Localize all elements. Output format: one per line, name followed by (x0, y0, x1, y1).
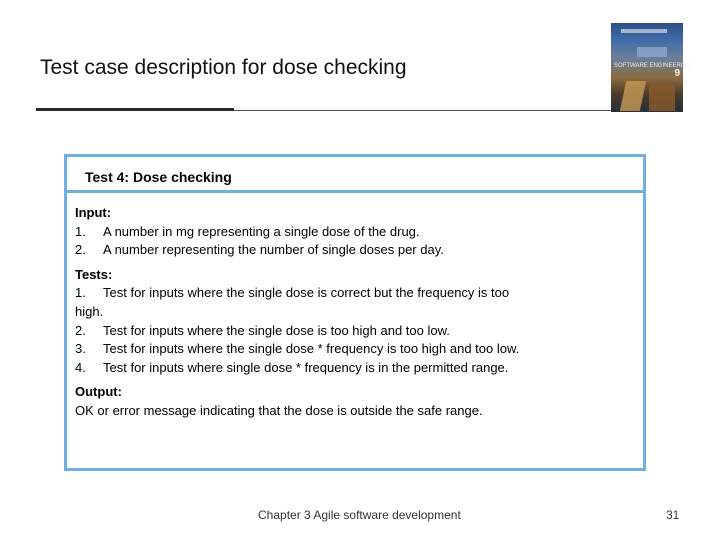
output-heading: Output: (75, 384, 122, 400)
list-item-text: Test for inputs where single dose * frequency is in the permitted range. (103, 359, 509, 375)
list-item (75, 284, 635, 303)
title-underline-thick (36, 108, 234, 111)
test-case-header: Test 4: Dose checking (67, 157, 643, 193)
cover-graphic (649, 85, 675, 111)
list-item-number: 2. (75, 322, 86, 338)
tests-section (75, 266, 635, 378)
list-item-number: 1. (75, 285, 86, 301)
list-item-text: Test for inputs where the single dose is too high and too low. (103, 322, 450, 338)
input-section (75, 204, 635, 260)
list-item-number: 4. (75, 359, 86, 375)
footer-chapter: Chapter 3 Agile software development (258, 508, 461, 522)
cover-graphic (620, 81, 646, 111)
cover-author-band (621, 29, 667, 33)
tests-heading: Tests: (75, 266, 113, 282)
list-item-number: 3. (75, 341, 86, 357)
list-item (75, 223, 635, 242)
test-case-box (64, 154, 646, 471)
book-cover-image (611, 23, 692, 112)
list-item-continuation: high. (75, 303, 104, 319)
list-item (75, 241, 635, 260)
list-item-text: Test for inputs where the single dose is correct but the frequency is too (103, 285, 510, 301)
title-underline-thin (234, 110, 612, 111)
list-item-text: A number representing the number of single doses per day. (103, 242, 444, 258)
list-item-number: 1. (75, 223, 86, 239)
list-item (75, 340, 635, 359)
cover-title: SOFTWARE ENGINEERING (614, 63, 692, 69)
slide-title: Test case description for dose checking (40, 56, 407, 79)
list-item-text: Test for inputs where the single dose * frequency is too high and too low. (103, 341, 520, 357)
cover-edition: 9 (674, 68, 680, 79)
list-item-text: A number in mg representing a single dose of the drug. (103, 223, 420, 239)
input-heading: Input: (75, 205, 112, 220)
list-item-number: 2. (75, 242, 86, 258)
output-section (75, 383, 635, 420)
test-case-body (67, 193, 643, 421)
list-item (75, 322, 635, 341)
cover-graphic (637, 47, 667, 57)
page-number: 31 (666, 508, 680, 522)
output-text: OK or error message indicating that the dose is outside the safe range. (75, 402, 483, 418)
list-item (75, 359, 635, 378)
